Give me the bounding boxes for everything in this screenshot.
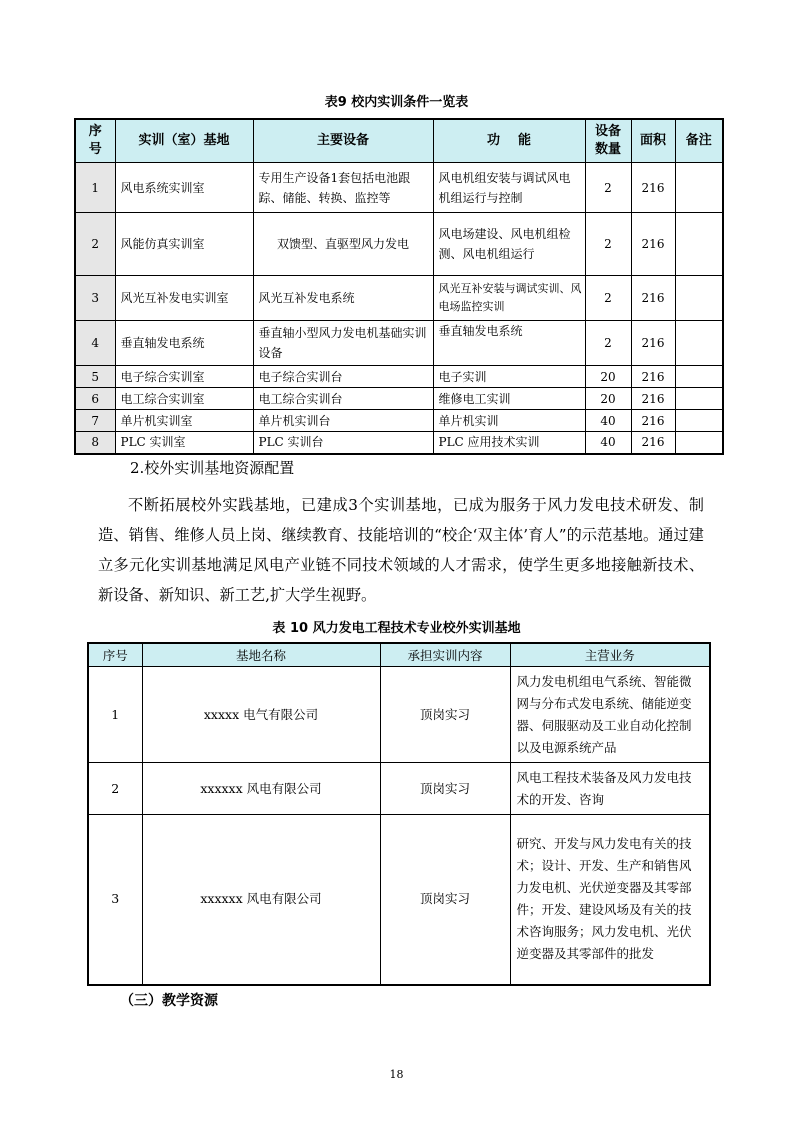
row-qty: 40 [585,432,631,454]
table-row [88,667,710,763]
table-row [75,163,723,213]
table-row [75,213,723,276]
row-equipment: 单片机实训台 [253,410,433,432]
row-business: 风电工程技术装备及风力发电技术的开发、咨询 [510,763,710,815]
row-seq: 5 [75,366,115,388]
row-seq: 3 [88,815,142,985]
row-business: 研究、开发与风力发电有关的技术；设计、开发、生产和销售风力发电机、光伏逆变器及其零部件；开发、建设风场及有关的技术咨询服务；风力发电机、光伏逆变器及其零部件的批发 [510,815,710,985]
table-row [75,410,723,432]
table9-header-note: 备注 [675,119,723,163]
row-name: xxxxxx 风电有限公司 [142,815,380,985]
table10-header-name: 基地名称 [142,643,380,667]
row-seq: 2 [75,213,115,276]
row-seq: 6 [75,388,115,410]
table-row [75,321,723,366]
row-name: xxxxxx 风电有限公司 [142,763,380,815]
row-equipment: 电工综合实训台 [253,388,433,410]
row-area: 216 [631,388,675,410]
row-equipment: 风光互补发电系统 [253,276,433,321]
row-area: 216 [631,410,675,432]
row-note [675,213,723,276]
table10 [87,642,711,986]
page-number: 18 [389,1068,404,1081]
row-qty: 2 [585,321,631,366]
row-base: 电子综合实训室 [115,366,253,388]
row-qty: 40 [585,410,631,432]
table-row [75,366,723,388]
table10-header-business: 主营业务 [510,643,710,667]
table-row [88,815,710,985]
table10-header-seq: 序号 [88,643,142,667]
row-qty: 20 [585,366,631,388]
row-seq: 2 [88,763,142,815]
row-equipment: 专用生产设备1套包括电池跟踪、储能、转换、监控等 [253,163,433,213]
row-area: 216 [631,213,675,276]
row-seq: 1 [88,667,142,763]
section-title: （三）教学资源 [120,993,218,1009]
table-row [88,763,710,815]
row-equipment: 电子综合实训台 [253,366,433,388]
row-seq: 1 [75,163,115,213]
row-base: 单片机实训室 [115,410,253,432]
row-base: 垂直轴发电系统 [115,321,253,366]
row-qty: 2 [585,213,631,276]
row-function: 垂直轴发电系统 [433,321,585,366]
row-seq: 7 [75,410,115,432]
row-area: 216 [631,366,675,388]
table9-header-seq: 序 号 [75,119,115,163]
table10-header-content: 承担实训内容 [380,643,510,667]
table9-header-function: 功 能 [433,119,585,163]
row-function: 风电机组安装与调试风电机组运行与控制 [433,163,585,213]
row-equipment: 垂直轴小型风力发电机基础实训设备 [253,321,433,366]
row-seq: 8 [75,432,115,454]
row-content: 顶岗实习 [380,763,510,815]
row-content: 顶岗实习 [380,815,510,985]
row-seq: 3 [75,276,115,321]
row-note [675,163,723,213]
row-business: 风力发电机组电气系统、智能微网与分布式发电系统、储能逆变器、伺服驱动及工业自动化控制以及电源系统产品 [510,667,710,763]
row-equipment: 双馈型、直驱型风力发电 [253,213,433,276]
row-base: 风能仿真实训室 [115,213,253,276]
row-qty: 2 [585,276,631,321]
row-function: 风光互补安装与调试实训、风电场监控实训 [433,276,585,321]
row-area: 216 [631,432,675,454]
row-content: 顶岗实习 [380,667,510,763]
body-paragraph: 不断拓展校外实践基地，已建成3个实训基地，已成为服务于风力发电技术研发、制造、销售、维修人员上岗、继续教育、技能培训的“校企‘双主体’育人”的示范基地。通过建立多元化实训基地满足风电产业链不同技术领域的人才需求，使学生更多地接触新技术、新设备、新知识、新工艺,扩大学生视野。 [98,496,704,604]
table10-header-row [88,643,710,667]
table9-header-row [75,119,723,163]
table9-caption: 表9 校内实训条件一览表 [324,95,469,110]
row-base: PLC 实训室 [115,432,253,454]
row-note [675,432,723,454]
row-seq: 4 [75,321,115,366]
row-name: xxxxx 电气有限公司 [142,667,380,763]
table9 [74,118,724,455]
row-note [675,321,723,366]
row-function: 维修电工实训 [433,388,585,410]
table-row [75,432,723,454]
row-function: 电子实训 [433,366,585,388]
table9-header-equipment: 主要设备 [253,119,433,163]
row-area: 216 [631,163,675,213]
row-note [675,410,723,432]
row-function: 风电场建设、风电机组检测、风电机组运行 [433,213,585,276]
table9-header-qty: 设备 数量 [585,119,631,163]
table9-header-base: 实训（室）基地 [115,119,253,163]
table10-caption: 表 10 风力发电工程技术专业校外实训基地 [272,621,521,636]
subsection-heading: 2.校外实训基地资源配置 [130,459,295,477]
row-base: 电工综合实训室 [115,388,253,410]
table-row [75,388,723,410]
row-function: PLC 应用技术实训 [433,432,585,454]
row-note [675,276,723,321]
row-function: 单片机实训 [433,410,585,432]
row-note [675,366,723,388]
row-qty: 20 [585,388,631,410]
row-equipment: PLC 实训台 [253,432,433,454]
row-area: 216 [631,321,675,366]
row-qty: 2 [585,163,631,213]
table9-header-area: 面积 [631,119,675,163]
row-base: 风光互补发电实训室 [115,276,253,321]
table-row [75,276,723,321]
row-note [675,388,723,410]
row-area: 216 [631,276,675,321]
row-base: 风电系统实训室 [115,163,253,213]
